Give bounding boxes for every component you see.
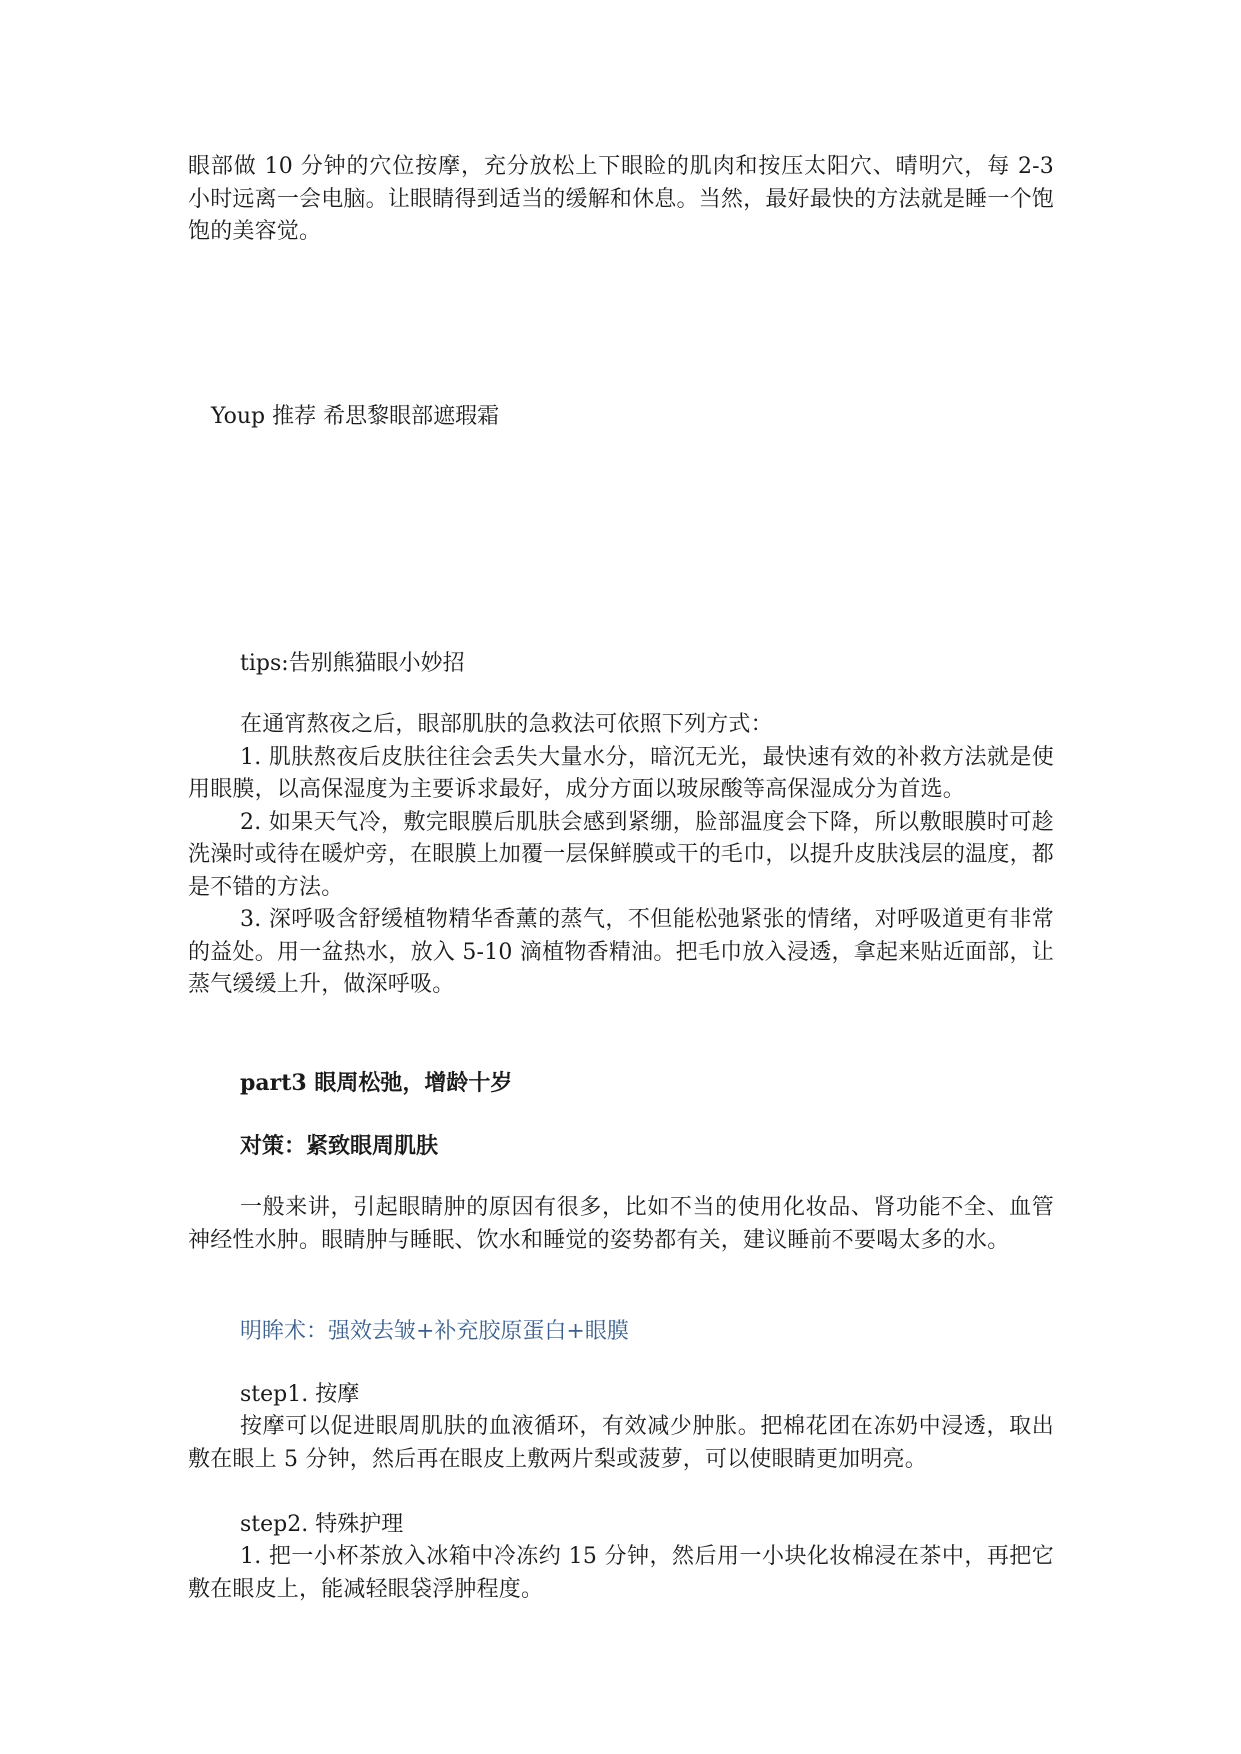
tips-item-1: 1. 肌肤熬夜后皮肤往往会丢失大量水分，暗沉无光，最快速有效的补救方法就是使用眼膜，以高保湿度为主要诉求最好，成分方面以玻尿酸等高保湿成分为首选。 [188, 744, 1054, 802]
tips-item-3: 3. 深呼吸含舒缓植物精华香薰的蒸气，不但能松弛紧张的情绪，对呼吸道更有非常的益处。用一盆热水，放入 5-10 滴植物香精油。把毛巾放入浸透，拿起来贴近面部，让蒸气缓缓上升，做深呼吸。 [188, 907, 1054, 997]
strategy-title: 对策：紧致眼周肌肤 [240, 1133, 439, 1159]
tips-title: tips:告别熊猫眼小妙招 [240, 651, 465, 676]
step2-paragraph: 1. 把一小杯茶放入冰箱中冷冻约 15 分钟，然后用一小块化妆棉浸在茶中，再把它敷在眼皮上，能减轻眼袋浮肿程度。 [188, 1544, 1054, 1602]
part3-title: part3 眼周松弛，增龄十岁 [240, 1070, 513, 1096]
part3-paragraph: 一般来讲，引起眼睛肿的原因有很多，比如不当的使用化妆品、肾功能不全、血管神经性水肿。眼睛肿与睡眠、饮水和睡觉的姿势都有关，建议睡前不要喝太多的水。 [188, 1195, 1054, 1253]
part3-section [188, 1192, 1054, 1257]
step1-section [188, 1411, 1054, 1476]
intro-section [188, 151, 1054, 249]
step1-paragraph: 按摩可以促进眼周肌肤的血液循环，有效减少肿胀。把棉花团在冻奶中浸透，取出敷在眼上 5 分钟，然后再在眼皮上敷两片梨或菠萝，可以使眼睛更加明亮。 [188, 1414, 1054, 1472]
tips-lead: 在通宵熬夜之后，眼部肌肤的急救法可依照下列方式： [240, 712, 773, 737]
technique-title: 明眸术：强效去皱+补充胶原蛋白+眼膜 [240, 1319, 629, 1344]
step2-section [188, 1541, 1054, 1606]
tips-item-2: 2. 如果天气冷，敷完眼膜后肌肤会感到紧绷，脸部温度会下降，所以敷眼膜时可趁洗澡时或待在暖炉旁，在眼膜上加覆一层保鲜膜或干的毛巾，以提升皮肤浅层的温度，都是不错的方法。 [188, 809, 1054, 900]
recommendation-line: Youp 推荐 希思黎眼部遮瑕霜 [211, 404, 500, 429]
step1-title: step1. 按摩 [240, 1382, 360, 1407]
tips-section [188, 709, 1054, 1002]
intro-paragraph: 眼部做 10 分钟的穴位按摩，充分放松上下眼睑的肌肉和按压太阳穴、晴明穴，每 2-3 小时远离一会电脑。让眼睛得到适当的缓解和休息。当然，最好最快的方法就是睡一个饱饱的美容觉。 [188, 154, 1054, 244]
step2-title: step2. 特殊护理 [240, 1512, 404, 1537]
